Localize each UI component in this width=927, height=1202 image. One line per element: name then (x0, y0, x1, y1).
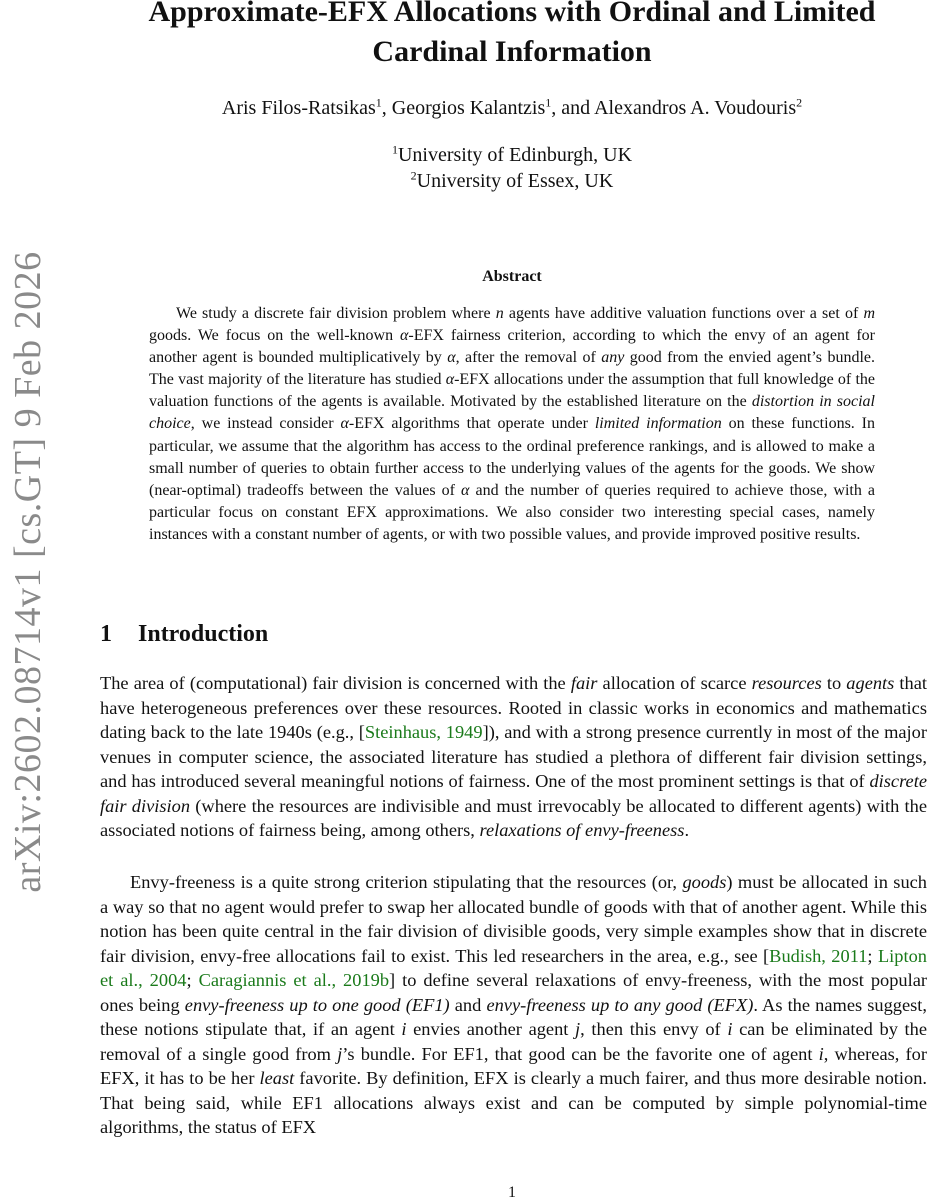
section-number: 1 (100, 621, 112, 647)
abstract-text: We study a discrete fair division problem where n agents have additive valuation functions over a set of m goods. We focus on the well-known α-EFX fairness criterion, according to which the envy of an agent for another agent is bounded multiplicatively by α, after the removal of any good from the envied agent’s bundle. The vast majority of the literature has studied α-EFX allocations under the assumption that full knowledge of the valuation functions of the agents is available. Motivated by the established literature on the distortion in social choice, we instead consider α-EFX algorithms that operate under limited information on these functions. In particular, we assume that the algorithm has access to the ordinal preference rankings, and is allowed to make a small number of queries to obtain further access to the underlying values of the agents for the goods. We show (near-optimal) tradeoffs between the values of α and the number of queries required to achieve those, with a particular focus on constant EFX approximations. We also consider two interesting special cases, namely instances with a constant number of agents, or with two possible values, and provide improved positive results. (149, 305, 876, 543)
affiliation (60, 170, 927, 193)
section-title: Introduction (138, 621, 269, 647)
affiliation (60, 144, 927, 167)
citation-link[interactable]: Budish, 2011 (769, 945, 868, 966)
section-heading-introduction (100, 621, 268, 648)
author-separator: , (381, 97, 392, 119)
intro-paragraph-2: Envy-freeness is a quite strong criterion stipulating that the resources (or, goods) must be allocated in such a way so that no agent would prefer to swap her allocated bundle of goods with that of another agent. While this notion has been quite central in the fair division of divisible goods, very simple examples show that in discrete fair division, envy-free allocations fail to exist. This led researchers in the area, e.g., see [Budish, 2011; Lipton et al., 2004; Caragiannis et al., 2019b] to define several relaxations of envy-freeness, with the most popular ones being envy-freeness up to one good (EF1) and envy-freeness up to any good (EFX). As the names suggest, these notions stipulate that, if an agent i envies another agent j, then this envy of i can be eliminated by the removal of a single good from j’s bundle. For EF1, that good can be the favorite one of agent i, whereas, for EFX, it has to be her least favorite. By definition, EFX is clearly a much fairer, and thus more desirable notion. That being said, while EF1 allocations always exist and can be computed by simple polynomial-time algorithms, the status of EFX (100, 872, 927, 1137)
affiliation-name: University of Edinburgh, UK (397, 144, 633, 166)
author-affil-marker: 1 (375, 95, 382, 110)
author-separator: , and (551, 97, 595, 119)
author-list (60, 97, 927, 120)
affiliation-marker: 2 (410, 168, 417, 183)
page-number: 1 (508, 1184, 516, 1201)
author-name: Georgios Kalantzis (391, 97, 546, 119)
affiliation-marker: 1 (391, 142, 398, 157)
paper-title (60, 0, 927, 72)
title-line-2: Cardinal Information (372, 35, 652, 68)
arxiv-identifier: arXiv:2602.08714v1 [cs.GT] 9 Feb 2026 (7, 251, 49, 893)
author-affil-marker: 1 (545, 95, 552, 110)
title-line-1: Approximate-EFX Allocations with Ordinal and Limited (148, 0, 876, 28)
citation-link[interactable]: Lipton et al., 2004 (100, 945, 927, 990)
affiliation-name: University of Essex, UK (416, 170, 614, 192)
intro-paragraph-1: The area of (computational) fair division is concerned with the fair allocation of scarce resources to agents that have heterogeneous preferences over these resources. Rooted in classic works in economics and mathematics dating back to the late 1940s (e.g., [Steinhaus, 1949]), and with a strong presence currently in most of the major venues in computer science, the associated literature has studied a plethora of different fair division settings, and has introduced several meaningful notions of fairness. One of the most prominent settings is that of discrete fair division (where the resources are indivisible and must irrevocably be allocated to different agents) with the associated notions of fairness being, among others, relaxations of envy-freeness. (100, 673, 927, 840)
author-name: Alexandros A. Voudouris (594, 97, 797, 119)
abstract-heading: Abstract (482, 268, 542, 285)
author-affil-marker: 2 (796, 95, 803, 110)
citation-link[interactable]: Caragiannis et al., 2019b (198, 970, 390, 990)
author-name: Aris Filos-Ratsikas (221, 97, 376, 119)
citation-link[interactable]: Steinhaus, 1949 (364, 722, 483, 742)
